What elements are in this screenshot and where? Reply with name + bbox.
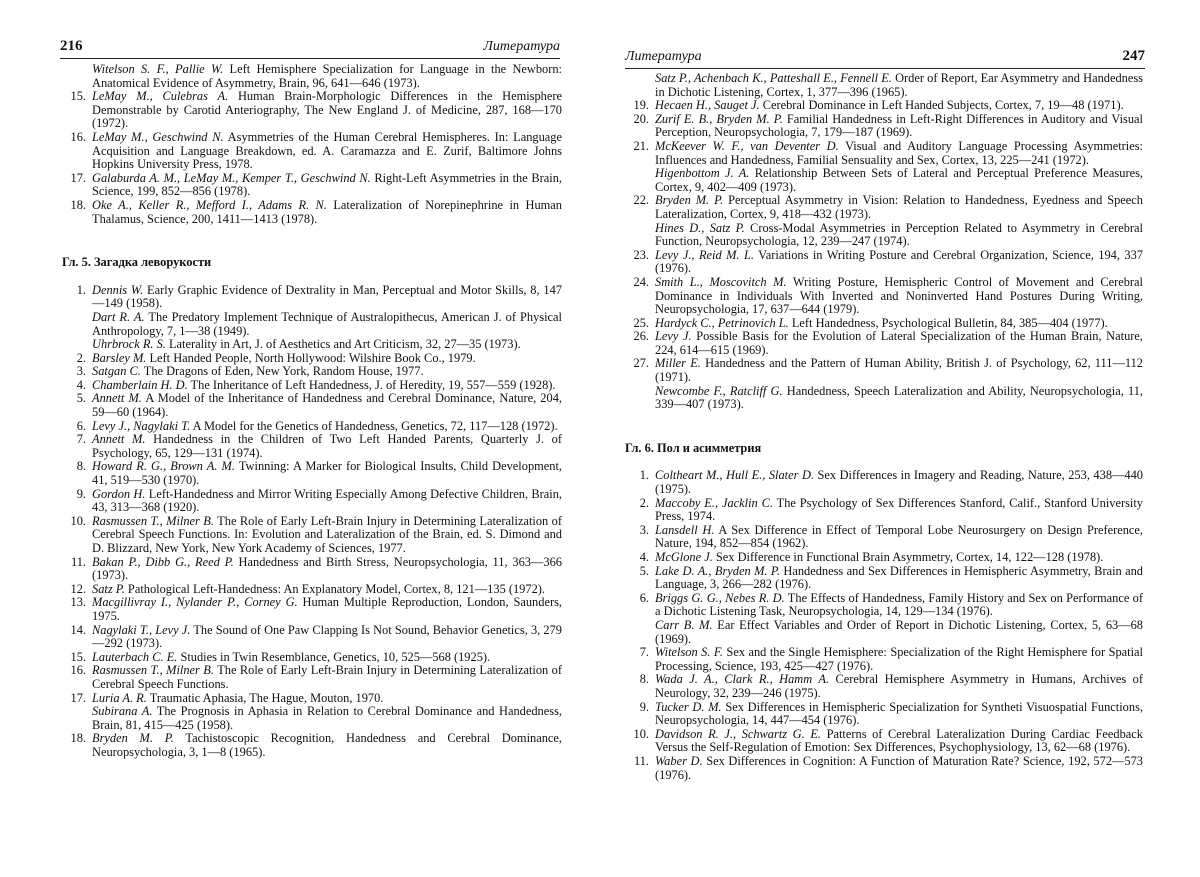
reference-text: Order of Report, Ear Asymmetry and Handedness in Dichotic Listening, Cortex, 1, 377—396 (1965). xyxy=(655,71,1143,99)
reference-entry xyxy=(62,172,562,199)
reference-entry xyxy=(62,705,562,732)
page-number: 216 xyxy=(60,38,83,54)
reference-text: Sex Differences in Cognition: A Function of Maturation Rate? Science, 192, 572—573 (1976). xyxy=(655,753,1143,782)
reference-text: Early Graphic Evidence of Dextrality in Man, Perceptual and Motor Skills, 8, 147—149 (1958). xyxy=(92,282,562,311)
reference-author: Hecaen H., Sauget J. xyxy=(655,98,760,113)
reference-entry xyxy=(62,199,562,226)
reference-text: Handedness and Birth Stress, Neuropsychologia, 11, 363—366 (1973). xyxy=(92,554,562,583)
right-page xyxy=(600,0,1200,877)
reference-text: Handedness in the Children of Two Left Handed Parents, Quarterly J. of Psychology, 65, 129—131 (1974). xyxy=(92,432,562,460)
reference-author: Annett M. xyxy=(92,432,146,447)
reference-entry xyxy=(625,673,1143,700)
reference-number: 14. xyxy=(70,622,86,637)
reference-number: 12. xyxy=(70,581,86,596)
running-head: Литература xyxy=(483,39,560,54)
reference-entry xyxy=(62,596,562,623)
reference-author: Nagylaki T., Levy J. xyxy=(92,622,191,637)
reference-text: A Model of the Inheritance of Handedness and Cerebral Dominance, Nature, 204, 59—60 (1964). xyxy=(92,391,562,420)
reference-author: Zurif E. B., Bryden M. P. xyxy=(655,111,783,126)
reference-entry xyxy=(625,140,1143,167)
reference-entry xyxy=(62,392,562,419)
reference-entry xyxy=(62,651,562,665)
reference-entry xyxy=(625,276,1143,317)
reference-author: Miller E. xyxy=(655,356,701,371)
reference-number: 10. xyxy=(70,513,86,528)
reference-number: 5. xyxy=(76,391,86,406)
right-page-header xyxy=(625,42,1145,69)
reference-entry xyxy=(62,365,562,379)
reference-entry xyxy=(625,592,1143,619)
reference-entry xyxy=(62,131,562,172)
reference-entry xyxy=(625,728,1143,755)
reference-number: 26. xyxy=(633,329,649,344)
reference-entry xyxy=(625,72,1143,99)
reference-entry xyxy=(62,420,562,434)
reference-author: Bryden M. P. xyxy=(92,731,174,746)
reference-author: Levy J., Reid M. L. xyxy=(655,247,754,262)
reference-number: 4. xyxy=(76,377,86,392)
reference-text: Twinning: A Marker for Biological Insults, Child Development, 41, 519—530 (1970). xyxy=(92,459,563,488)
reference-text: Left-Handedness and Mirror Writing Especially Among Defective Children, Brain, 43, 313—368 (1920). xyxy=(92,486,562,515)
reference-author: Lake D. A., Bryden M. P. xyxy=(655,563,780,578)
reference-number: 21. xyxy=(633,138,649,153)
page-number: 247 xyxy=(1122,48,1145,64)
reference-entry xyxy=(62,63,562,90)
reference-author: Macgillivray I., Nylander P., Corney G. xyxy=(92,595,298,610)
reference-author: LeMay M., Culebras A. xyxy=(92,89,229,104)
reference-text: Left Handedness, Psychological Bulletin, 84, 385—404 (1977). xyxy=(788,315,1108,330)
reference-text: Right-Left Asymmetries in the Brain, Science, 199, 852—856 (1978). xyxy=(92,170,562,199)
reference-number: 3. xyxy=(639,522,649,537)
reference-entry xyxy=(625,317,1143,331)
reference-number: 8. xyxy=(76,459,86,474)
reference-entry xyxy=(62,311,562,338)
reference-number: 2. xyxy=(76,350,86,365)
reference-author: LeMay M., Geschwind N. xyxy=(92,129,224,144)
reference-number: 11. xyxy=(633,753,649,768)
reference-number: 16. xyxy=(70,129,86,144)
reference-text: Perceptual Asymmetry in Vision: Relation to Handedness, Eyedness and Speech Lateralization, Cortex, 9, 418—432 (1973). xyxy=(655,193,1143,221)
reference-number: 4. xyxy=(639,550,649,564)
reference-number: 6. xyxy=(639,590,649,605)
right-column xyxy=(625,72,1143,782)
reference-author: Chamberlain H. D. xyxy=(92,377,188,392)
reference-text: Relationship Between Sets of Lateral and Perceptual Preference Measures, Cortex, 9, 402—409 (1973). xyxy=(655,166,1143,194)
reference-author: Witelson S. F., Pallie W. xyxy=(92,62,224,76)
reference-author: Davidson R. J., Schwartz G. E. xyxy=(655,726,821,741)
reference-entry xyxy=(62,90,562,131)
reference-entry xyxy=(625,755,1143,782)
reference-author: Lansdell H. xyxy=(655,522,715,537)
reference-text: A Model for the Genetics of Handedness, Genetics, 72, 117—128 (1972). xyxy=(190,418,558,433)
reference-text: Handedness and the Pattern of Human Ability, British J. of Psychology, 62, 111—112 (1971). xyxy=(655,356,1143,385)
reference-entry xyxy=(625,524,1143,551)
reference-number: 11. xyxy=(70,554,86,569)
left-column xyxy=(62,63,562,760)
reference-list xyxy=(625,72,1143,412)
reference-number: 7. xyxy=(639,645,649,660)
reference-number: 15. xyxy=(70,649,86,664)
reference-entry xyxy=(625,497,1143,524)
reference-number: 1. xyxy=(639,468,649,483)
reference-entry xyxy=(62,624,562,651)
reference-author: McKeever W. F., van Deventer D. xyxy=(655,138,839,153)
reference-author: Luria A. R. xyxy=(92,690,147,705)
reference-author: Smith L., Moscovitch M. xyxy=(655,274,787,289)
reference-entry xyxy=(62,379,562,393)
reference-text: The Dragons of Eden, New York, Random House, 1977. xyxy=(140,364,424,379)
reference-entry xyxy=(625,357,1143,384)
reference-entry xyxy=(625,194,1143,221)
reference-number: 17. xyxy=(70,170,86,185)
reference-text: Familial Handedness in Left-Right Differences in Auditory and Visual Perception, Neuropsychologia, 7, 179—187 (1969). xyxy=(655,111,1143,140)
reference-entry xyxy=(625,222,1143,249)
reference-number: 22. xyxy=(633,193,649,208)
reference-text: Traumatic Aphasia, The Hague, Mouton, 1970. xyxy=(146,690,384,705)
reference-author: Dennis W. xyxy=(92,282,144,297)
reference-author: Lauterbach C. E. xyxy=(92,649,178,664)
reference-number: 17. xyxy=(70,690,86,705)
reference-author: Oke A., Keller R., Mefford I., Adams R. N. xyxy=(92,197,327,212)
reference-author: Barsley M. xyxy=(92,350,147,365)
reference-list xyxy=(62,284,562,760)
reference-author: Tucker D. M. xyxy=(655,699,722,714)
reference-author: Higenbottom J. A. xyxy=(655,166,750,181)
reference-number: 16. xyxy=(70,663,86,678)
running-head: Литература xyxy=(625,49,702,64)
reference-text: Handedness and Sex Differences in Hemispheric Asymmetry, Brain and Language, 3, 266—282 (1976). xyxy=(655,563,1143,592)
reference-text: Pathological Left-Handedness: An Explanatory Model, Cortex, 8, 121—135 (1972). xyxy=(124,581,545,596)
reference-author: Carr B. M. xyxy=(655,617,713,632)
reference-text: Laterality in Art, J. of Aesthetics and Art Criticism, 32, 27—35 (1973). xyxy=(165,337,521,352)
reference-entry xyxy=(625,565,1143,592)
reference-author: Subirana A. xyxy=(92,704,153,719)
reference-author: Hardyck C., Petrinovich L. xyxy=(655,315,789,330)
reference-number: 25. xyxy=(633,315,649,330)
reference-entry xyxy=(62,284,562,311)
reference-number: 7. xyxy=(76,432,86,447)
reference-entry xyxy=(62,433,562,460)
reference-number: 6. xyxy=(76,418,86,433)
reference-text: Visual and Auditory Language Processing Asymmetries: Influences and Handedness, Familial Sensuality and Sex, Cortex, 13, 225—241 (1972). xyxy=(655,138,1143,167)
reference-number: 18. xyxy=(70,731,86,746)
left-page-header xyxy=(60,32,560,59)
reference-author: Newcombe F., Ratcliff G. xyxy=(655,383,783,398)
reference-entry xyxy=(62,664,562,691)
reference-text: Human Brain-Morphologic Differences in the Hemisphere Demonstrable by Carotid Anteriography, The New England J. of Medicine, 287, 168—170 (1972). xyxy=(92,89,562,131)
reference-number: 3. xyxy=(76,364,86,379)
reference-author: Maccoby E., Jacklin C. xyxy=(655,495,773,510)
reference-entry xyxy=(62,338,562,352)
reference-entry xyxy=(625,167,1143,194)
reference-entry xyxy=(62,352,562,366)
reference-list xyxy=(62,63,562,226)
reference-number: 8. xyxy=(639,672,649,687)
reference-text: The Predatory Implement Technique of Australopithecus, American J. of Physical Anthropology, 7, 1—38 (1949). xyxy=(92,309,562,338)
reference-entry xyxy=(625,646,1143,673)
reference-author: Annett M. xyxy=(92,391,142,406)
reference-author: Wada J. A., Clark R., Hamm A. xyxy=(655,672,830,687)
reference-text: Possible Basis for the Evolution of Lateral Specialization of the Human Brain, Nature, 224, 614—615 (1969). xyxy=(655,329,1143,357)
reference-entry xyxy=(625,330,1143,357)
reference-number: 27. xyxy=(633,356,649,371)
reference-author: Levy J., Nagylaki T. xyxy=(92,418,191,433)
reference-text: Cerebral Hemisphere Asymmetry in Humans, Archives of Neurology, 32, 239—246 (1975). xyxy=(655,672,1143,700)
reference-text: The Role of Early Left-Brain Injury in Determining Lateralization of Cerebral Speech Functions. In: Evolution and Lateralization of the Brain, ed. S. Dimond and D. Blizzard, New York, New York Academy of Sciences, 1977. xyxy=(92,513,562,555)
reference-entry xyxy=(62,732,562,759)
reference-entry xyxy=(62,460,562,487)
reference-text: Sex and the Single Hemisphere: Specialization of the Right Hemisphere for Spatial Processing, Science, 193, 425—427 (1976). xyxy=(655,645,1143,673)
reference-text: The Prognosis in Aphasia in Relation to Cerebral Dominance and Handedness, Brain, 81, 415—425 (1958). xyxy=(92,704,562,732)
reference-text: The Effects of Handedness, Family History and Sex on Performance of a Dichotic Listening Task, Neuropsychologia, 14, 129—134 (1976). xyxy=(655,590,1143,619)
reference-text: The Role of Early Left-Brain Injury in Determining Lateralization of Cerebral Speech Functions. xyxy=(92,663,562,691)
reference-text: Left Handed People, North Hollywood: Wilshire Book Co., 1979. xyxy=(146,350,476,365)
reference-number: 19. xyxy=(633,98,649,113)
reference-text: Handedness, Speech Lateralization and Ability, Neuropsychologia, 11, 339—407 (1973). xyxy=(655,383,1143,412)
reference-text: Sex Difference in Functional Brain Asymmetry, Cortex, 14, 122—128 (1978). xyxy=(712,550,1104,564)
reference-number: 2. xyxy=(639,495,649,510)
reference-number: 9. xyxy=(76,486,86,501)
reference-author: Satz P. xyxy=(92,581,125,596)
reference-text: Studies in Twin Resemblance, Genetics, 10, 525—568 (1925). xyxy=(177,649,491,664)
reference-author: Coltheart M., Hull E., Slater D. xyxy=(655,468,814,483)
reference-author: Waber D. xyxy=(655,753,703,768)
reference-number: 9. xyxy=(639,699,649,714)
reference-author: Hines D., Satz P. xyxy=(655,220,745,235)
reference-entry xyxy=(625,701,1143,728)
reference-text: Lateralization of Norepinephrine in Human Thalamus, Science, 200, 1411—1413 (1978). xyxy=(92,197,562,226)
reference-list xyxy=(625,469,1143,782)
reference-text: Human Multiple Reproduction, London, Saunders, 1975. xyxy=(92,595,562,623)
reference-number: 20. xyxy=(633,111,649,126)
reference-text: Patterns of Cerebral Lateralization During Cardiac Feedback Versus the Self-Regulation of Emotion: Sex Differences, Psychophysiology, 13, 62—68 (1976). xyxy=(655,726,1143,755)
reference-text: Variations in Writing Posture and Cerebral Organization, Science, 194, 337 (1976). xyxy=(655,247,1143,276)
reference-number: 13. xyxy=(70,595,86,610)
reference-entry xyxy=(625,99,1143,113)
reference-text: The Psychology of Sex Differences Stanford, Calif., Stanford University Press, 1974. xyxy=(655,495,1143,524)
reference-text: Asymmetries of the Human Cerebral Hemispheres. In: Language Acquisition and Language Breakdown, ed. A. Caramazza and E. Zurif, Baltimore Johns Hopkins University Press, 1978. xyxy=(92,129,562,172)
section-title: Гл. 5. Загадка леворукости xyxy=(62,255,212,270)
reference-number: 10. xyxy=(633,726,649,741)
reference-number: 23. xyxy=(633,247,649,262)
reference-author: Levy J. xyxy=(655,329,692,344)
reference-entry xyxy=(62,556,562,583)
reference-text: Cerebral Dominance in Left Handed Subjects, Cortex, 7, 19—48 (1971). xyxy=(759,98,1124,113)
reference-number: 15. xyxy=(70,89,86,104)
section-title: Гл. 6. Пол и асимметрия xyxy=(625,440,762,455)
reference-entry xyxy=(62,583,562,597)
reference-author: Galaburda A. M., LeMay M., Kemper T., Geschwind N. xyxy=(92,170,371,185)
reference-entry xyxy=(625,113,1143,140)
reference-text: Writing Posture, Hemispheric Control of Movement and Cerebral Dominance in Individuals With Inverted and Noninverted Hand Postures During Writing, Neuropsychologia, 17, 637—644 (1979). xyxy=(655,274,1143,317)
reference-text: Sex Differences in Hemispheric Specialization for Syntheti Visuospatial Functions, Neuropsychologia, 14, 447—454 (1976). xyxy=(655,699,1143,728)
reference-number: 1. xyxy=(76,282,86,297)
reference-text: Cross-Modal Asymmetries in Perception Related to Asymmetry in Cerebral Function, Neuropsychologia, 12, 239—247 (1974). xyxy=(655,220,1143,249)
reference-text: Tachistoscopic Recognition, Handedness and Cerebral Dominance, Neuropsychologia, 3, 1—8 (1965). xyxy=(92,731,563,759)
reference-text: The Sound of One Paw Clapping Is Not Sound, Behavior Genetics, 3, 279—292 (1973). xyxy=(92,622,563,651)
reference-entry xyxy=(625,385,1143,412)
reference-author: McGlone J. xyxy=(655,550,713,564)
reference-entry xyxy=(625,249,1143,276)
reference-text: A Sex Difference in Effect of Temporal Lobe Neurosurgery on Design Preference, Nature, 194, 852—854 (1962). xyxy=(655,522,1143,551)
reference-author: Briggs G. G., Nebes R. D. xyxy=(655,590,785,605)
reference-author: Satz P., Achenbach K., Patteshall E., Fennell E. xyxy=(655,71,892,85)
reference-number: 24. xyxy=(633,274,649,289)
reference-text: Left Hemisphere Specialization for Language in the Newborn: Anatomical Evidence of Asymmetry, Brain, 96, 641—646 (1973). xyxy=(92,62,562,90)
reference-author: Dart R. A. xyxy=(92,309,145,324)
reference-entry xyxy=(625,551,1143,565)
reference-author: Witelson S. F. xyxy=(655,645,723,660)
reference-author: Bakan P., Dibb G., Reed P. xyxy=(92,554,234,569)
reference-number: 18. xyxy=(70,197,86,212)
reference-author: Howard R. G., Brown A. M. xyxy=(92,459,235,474)
reference-author: Rasmussen T., Milner B. xyxy=(92,513,214,528)
reference-entry xyxy=(62,692,562,706)
reference-number: 5. xyxy=(639,563,649,578)
reference-entry xyxy=(62,515,562,556)
reference-entry xyxy=(625,619,1143,646)
reference-text: Sex Differences in Imagery and Reading, Nature, 253, 438—440 (1975). xyxy=(655,468,1143,497)
reference-entry xyxy=(62,488,562,515)
reference-author: Rasmussen T., Milner B. xyxy=(92,663,214,678)
reference-text: The Inheritance of Left Handedness, J. of Heredity, 19, 557—559 (1928). xyxy=(187,377,556,392)
reference-author: Uhrbrock R. S. xyxy=(92,337,166,352)
reference-author: Satgan C. xyxy=(92,364,141,379)
reference-author: Bryden M. P. xyxy=(655,193,724,208)
reference-author: Gordon H. xyxy=(92,486,146,501)
reference-text: Ear Effect Variables and Order of Report in Dichotic Listening, Cortex, 5, 63—68 (1969). xyxy=(655,617,1143,646)
reference-entry xyxy=(625,469,1143,496)
